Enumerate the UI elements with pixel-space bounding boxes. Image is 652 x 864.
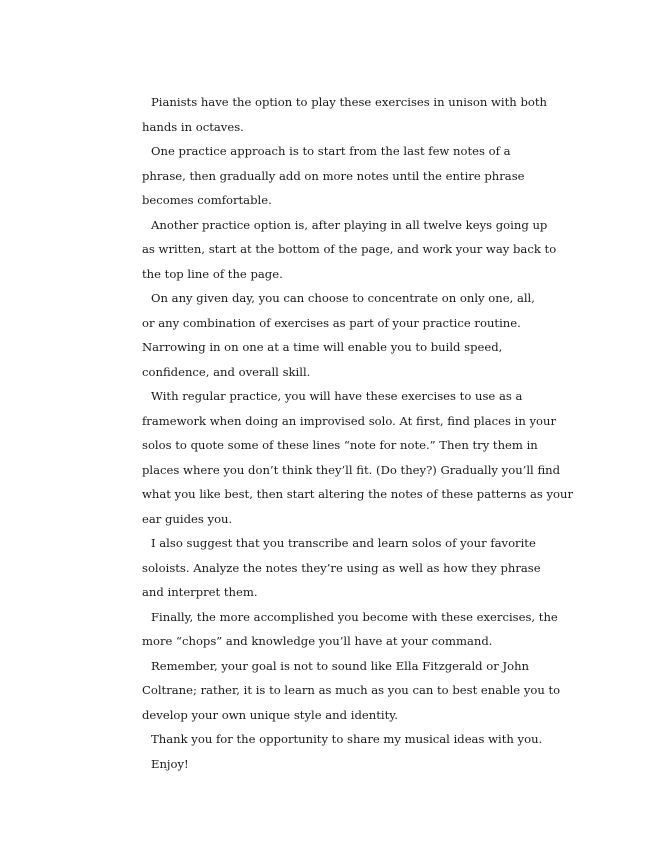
text-line: Thank you for the opportunity to share my musical ideas with you. bbox=[151, 732, 543, 746]
body-text bbox=[142, 90, 574, 776]
text-line: develop your own unique style and identity. bbox=[142, 707, 398, 722]
text-line: Remember, your goal is not to sound like Ella Fitzgerald or John bbox=[151, 658, 530, 673]
text-line: the top line of the page. bbox=[142, 266, 283, 281]
text-line: I also suggest that you transcribe and learn solos of your favorite bbox=[151, 536, 536, 550]
text-line: Pianists have the option to play these exercises in unison with both bbox=[151, 95, 547, 109]
text-line: Enjoy! bbox=[151, 756, 189, 771]
text-line: confidence, and overall skill. bbox=[142, 364, 311, 379]
text-line: On any given day, you can choose to concentrate on only one, all, bbox=[151, 291, 535, 305]
text-line: soloists. Analyze the notes they’re using as well as how they phrase bbox=[142, 560, 541, 575]
text-line: or any combination of exercises as part of your practice routine. bbox=[142, 315, 521, 330]
text-line: places where you don’t think they’ll fit. (Do they?) Gradually you’ll find bbox=[142, 462, 561, 477]
text-line: more “chops” and knowledge you’ll have at your command. bbox=[142, 634, 493, 648]
text-line: ear guides you. bbox=[142, 511, 233, 526]
text-line: hands in octaves. bbox=[142, 119, 244, 134]
text-line: Narrowing in on one at a time will enable you to build speed, bbox=[142, 340, 503, 354]
text-line: With regular practice, you will have these exercises to use as a bbox=[151, 389, 523, 403]
text-line: what you like best, then start altering the notes of these patterns as your bbox=[142, 487, 574, 501]
text-line: solos to quote some of these lines “note for note.” Then try them in bbox=[142, 438, 538, 452]
text-line: framework when doing an improvised solo. At first, find places in your bbox=[142, 413, 557, 428]
text-line: and interpret them. bbox=[142, 585, 258, 599]
text-line: phrase, then gradually add on more notes until the entire phrase bbox=[142, 168, 525, 183]
text-line: as written, start at the bottom of the page, and work your way back to bbox=[142, 242, 557, 256]
text-line: Finally, the more accomplished you become with these exercises, the bbox=[151, 609, 558, 624]
text-line: becomes comfortable. bbox=[142, 193, 272, 207]
text-line: One practice approach is to start from the last few notes of a bbox=[151, 144, 511, 158]
text-line: Coltrane; rather, it is to learn as much as you can to best enable you to bbox=[142, 683, 561, 697]
text-line: Another practice option is, after playing in all twelve keys going up bbox=[151, 217, 548, 232]
